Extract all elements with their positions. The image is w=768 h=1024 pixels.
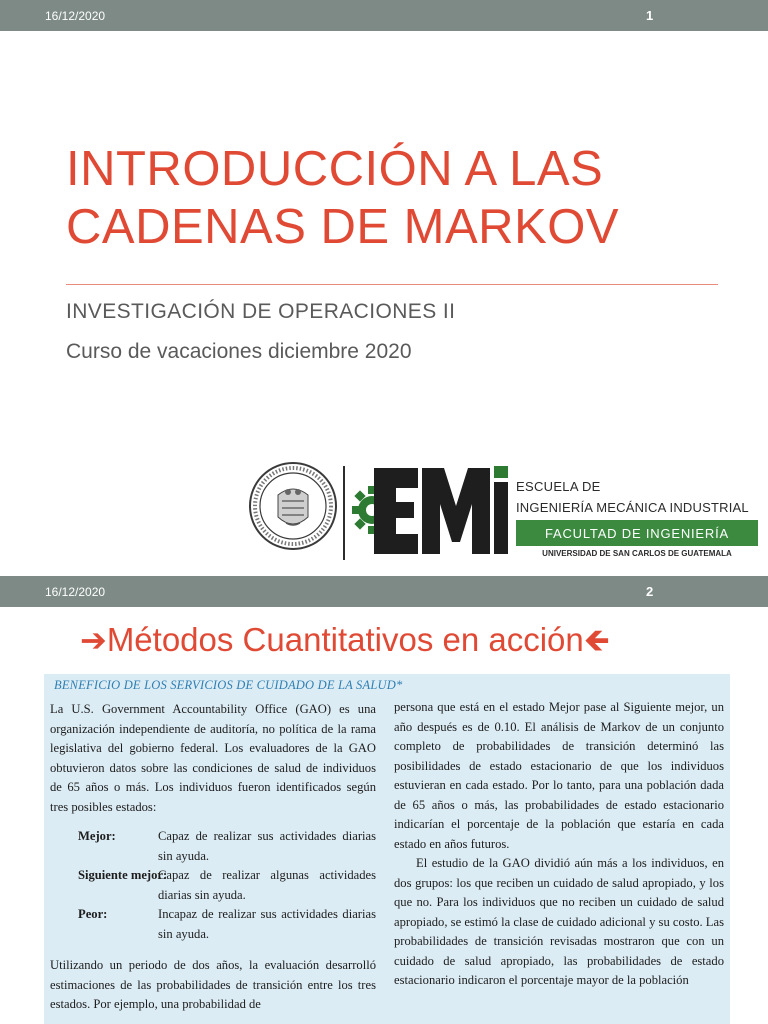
outro-paragraph: Utilizando un periodo de dos años, la evaluación desarrolló estimaciones de las probabilidades de transición entre los tres estados. Por ejemplo, una probabilidad de: [50, 958, 376, 1011]
slide-number: 2: [646, 584, 654, 599]
body-paragraph: El estudio de la GAO dividió aún más a los individuos, en dos grupos: los que reciben un cuidado de salud apropiado, y los que no. Para los individuos que no reciben un cuidado de salud apropiado, se estimó la clase de cuidado adicional y su costo. Las probabilidades de transición revisadas mostraron que con un cuidado de salud apropiado, las probabilidades de estado estacionario indicaron el porcentaje mayor de la población: [394, 856, 724, 987]
university-name: UNIVERSIDAD DE SAN CARLOS DE GUATEMALA: [542, 549, 732, 558]
faculty-banner: FACULTAD DE INGENIERÍA: [516, 520, 758, 546]
school-name-line-2: INGENIERÍA MECÁNICA INDUSTRIAL: [516, 500, 749, 515]
left-column: [50, 700, 376, 1015]
state-description: Capaz de realizar algunas actividades diarias sin ayuda.: [158, 868, 376, 902]
slide-header-bar: [0, 576, 768, 607]
university-seal-icon: [248, 461, 338, 551]
title-divider: [66, 284, 718, 285]
state-label: Peor:: [78, 907, 108, 921]
emi-logo-icon: [352, 462, 510, 558]
state-list: [78, 827, 376, 944]
slide-title: [66, 140, 619, 256]
school-name-line-1: ESCUELA DE: [516, 479, 601, 494]
state-item: [78, 905, 376, 944]
state-label: Mejor:: [78, 829, 116, 843]
slide-number: 1: [646, 8, 654, 23]
state-item: [78, 827, 376, 866]
state-description: Incapaz de realizar sus actividades diarias sin ayuda.: [158, 907, 376, 941]
slide-2: [0, 576, 768, 1024]
state-item: [78, 866, 376, 905]
state-label: Siguiente mejor:: [78, 868, 168, 882]
title-line: CADENAS DE MARKOV: [66, 200, 620, 254]
slide-heading: [80, 620, 610, 660]
heading-text: Métodos Cuantitativos en acción: [106, 621, 584, 658]
body-paragraph: persona que está en el estado Mejor pase al Siguiente mejor, un año después es de 0.10. El análisis de Markov de un conjunto completo de probabilidades de transición determinó las posibilidades de estado estacionario de que los individuos estuvieran en cada estado. Por lo tanto, para una población dada de 65 años o más, las probabilidades de estado estacionario indicarían el porcentaje de la población que estaría en cada estado en años futuros.: [394, 700, 724, 851]
intro-paragraph: La U.S. Government Accountability Office (GAO) es una organización independiente de auditoría, no política de la rama legislativa del gobierno federal. Los evaluadores de la GAO obtuvieron datos sobre las condiciones de salud de individuos de 65 años o más. Los individuos fueron identificados según tres posibles estados:: [50, 702, 376, 814]
slide-subtitle: INVESTIGACIÓN DE OPERACIONES II: [66, 300, 456, 323]
slide-date: 16/12/2020: [45, 585, 106, 599]
course-label: Curso de vacaciones diciembre 2020: [66, 340, 412, 363]
arrow-right-icon: ➔: [80, 622, 107, 658]
arrow-left-icon: 🡸: [583, 622, 610, 658]
title-line: INTRODUCCIÓN A LAS: [66, 142, 604, 196]
slide-header-bar: [0, 0, 768, 31]
slide-date: 16/12/2020: [45, 9, 106, 23]
right-column: [394, 698, 724, 991]
state-description: Capaz de realizar sus actividades diarias sin ayuda.: [158, 829, 376, 863]
logo-divider: [343, 466, 345, 560]
case-study-title: BENEFICIO DE LOS SERVICIOS DE CUIDADO DE LA SALUD*: [54, 678, 403, 692]
case-study-box: [44, 674, 730, 1024]
